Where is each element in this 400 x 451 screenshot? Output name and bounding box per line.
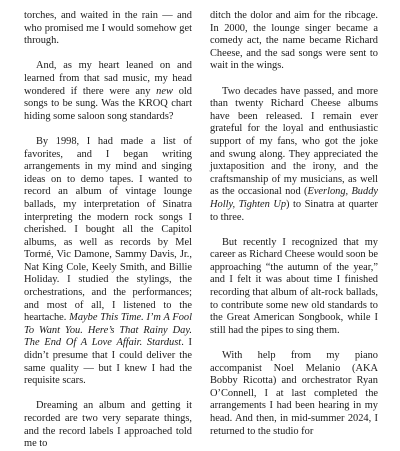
- paragraph: [24, 10, 192, 48]
- right-column: [210, 10, 378, 438]
- paragraph: [24, 136, 192, 388]
- paragraph: [210, 350, 378, 438]
- paragraph-text: By 1998, I had made a list of favorites, and I began writing arrangements in my mind and singing ideas on to demo tapes. I wanted to record an album of vintage lounge ballads, my interpretation of Sinatra interpreting the modern rock songs I cherished. I bought all the Capitol albums, as well as records by Mel Tormé, Vic Damone, Sammy Davis, Jr., Nat King Cole, Keely Smith, and Billie Holiday. I studied the stylings, the orchestrations, and the performances; and most of all, I listened to the heartache.: [24, 135, 192, 324]
- paragraph: [210, 237, 378, 338]
- paragraph-text: Dreaming an album and getting it recorded are two very separate things, and the record labels I approached told me to: [24, 400, 192, 450]
- paragraph-text: And, as my heart leaned on and learned from that sad music, my head wondered if there were any: [24, 60, 192, 97]
- paragraph-text: ) to Sinatra at quarter to three.: [210, 198, 378, 223]
- emphasis-text: new: [156, 85, 173, 97]
- paragraph-text: ditch the dolor and aim for the ribcage. In 2000, the lounge singer became a comedy act, the name became Richard Cheese, and the sad songs were sent to wait in the wings.: [210, 10, 378, 72]
- paragraph: [24, 400, 192, 450]
- left-column: [24, 10, 192, 451]
- paragraph-text: But recently I recognized that my career as Richard Cheese would soon be approaching “the autumn of the year,” and I felt it was about time I finished recording that album of alt-rock ballads, to contribute some new old standards to the Great American Songbook, while I still had the pipes to sing them.: [210, 236, 378, 336]
- paragraph: [210, 10, 378, 73]
- song-titles: Everlong, Buddy Holly, Tighten Up: [210, 186, 379, 210]
- paragraph-text: old songs to be sung. Was the KROQ chart hiding some saloon song standards?: [24, 85, 192, 122]
- paragraph-text: . I didn’t presume that I could deliver the same quality — but I knew I had the requisite scars.: [24, 337, 193, 387]
- paragraph: [24, 60, 192, 123]
- song-titles: Maybe This Time. I’m A Fool To Want You. Here’s That Rainy Day. The End Of A Love Affair. Stardust: [24, 312, 192, 349]
- paragraph-text: Two decades have passed, and more than twenty Richard Cheese albums have been released. I remain ever grateful for the loyal and enthusiastic support of my fans, who got the joke and swung along. They appreciated the juxtaposition and the irony, and the craftsmanship of my musicians, as well as the occasional nod (: [210, 85, 378, 198]
- paragraph-text: torches, and waited in the rain — and who promised me I would somehow get through.: [24, 10, 192, 47]
- paragraph: [210, 86, 378, 225]
- paragraph-text: With help from my piano accompanist Noel Melanio (AKA Bobby Ricotta) and orchestrator Ryan O’Connell, I at last completed the arrangements I had been hearing in my head. And then, in mid-summer 2024, I returned to the studio for: [210, 350, 378, 437]
